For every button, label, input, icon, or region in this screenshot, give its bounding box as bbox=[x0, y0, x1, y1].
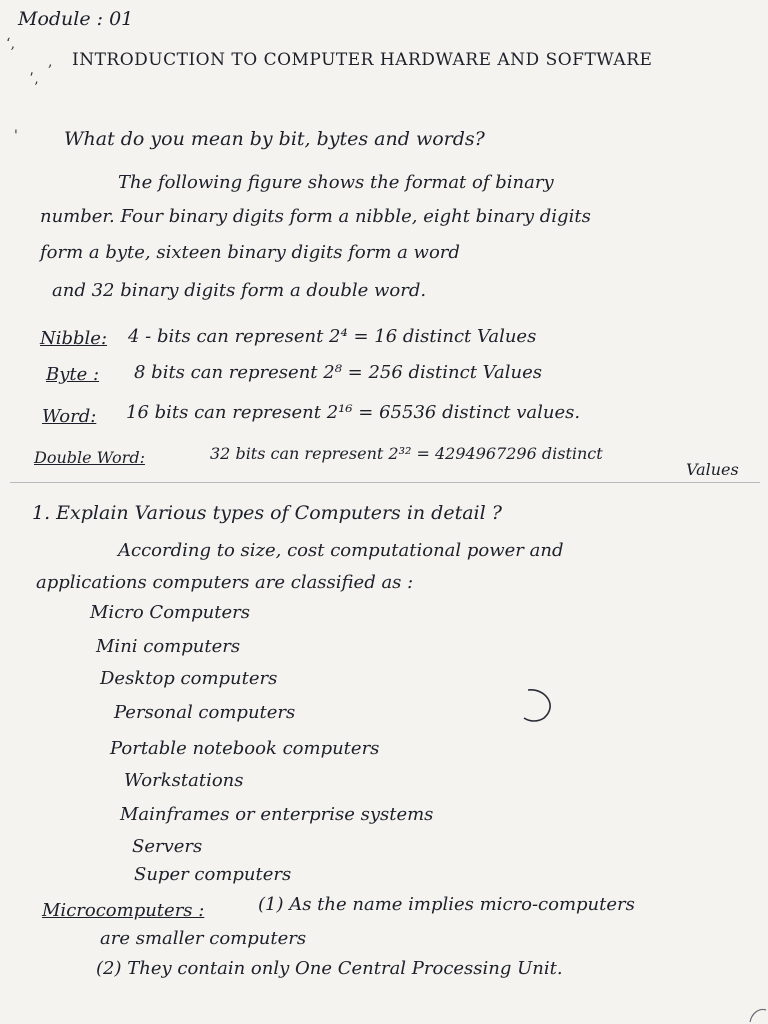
margin-mark: ’ bbox=[34, 80, 39, 96]
list-item: Portable notebook computers bbox=[110, 738, 380, 759]
list-item: Workstations bbox=[124, 770, 244, 791]
page-corner-mark bbox=[748, 1006, 768, 1024]
list-item: Servers bbox=[132, 836, 203, 857]
q1-line-2: number. Four binary digits form a nibble, eight binary digits bbox=[40, 206, 591, 227]
double-word-tail: Values bbox=[686, 460, 739, 479]
list-item: Personal computers bbox=[114, 702, 296, 723]
section-divider bbox=[10, 482, 760, 483]
margin-mark: ‘‚ bbox=[6, 36, 15, 52]
double-word-text: 32 bits can represent 2³² = 4294967296 distinct bbox=[210, 444, 603, 463]
q1-line-4: and 32 binary digits form a double word. bbox=[52, 280, 427, 301]
q1-line-1: The following figure shows the format of binary bbox=[118, 172, 554, 193]
question-1: What do you mean by bit, bytes and words? bbox=[64, 128, 485, 150]
q1-line-3: form a byte, sixteen binary digits form a word bbox=[40, 242, 460, 263]
word-label: Word: bbox=[42, 406, 97, 427]
page-title: INTRODUCTION TO COMPUTER HARDWARE AND SOFTWARE bbox=[72, 50, 653, 70]
module-label: Module : 01 bbox=[18, 8, 134, 30]
double-word-label: Double Word: bbox=[34, 448, 145, 467]
nibble-text: 4 - bits can represent 2⁴ = 16 distinct Values bbox=[128, 326, 537, 347]
list-item: Super computers bbox=[134, 864, 292, 885]
microcomputers-label: Microcomputers : bbox=[42, 900, 205, 921]
q2-intro-1: According to size, cost computational power and bbox=[118, 540, 564, 561]
pen-arc-mark bbox=[514, 684, 558, 728]
margin-mark: ' bbox=[14, 128, 18, 144]
list-item: Mainframes or enterprise systems bbox=[120, 804, 434, 825]
list-item: Desktop computers bbox=[100, 668, 278, 689]
margin-mark: , bbox=[48, 54, 53, 70]
list-item: Mini computers bbox=[96, 636, 241, 657]
byte-text: 8 bits can represent 2⁸ = 256 distinct Values bbox=[134, 362, 542, 383]
margin-mark: ⸴ bbox=[30, 64, 34, 80]
micro-line-2: are smaller computers bbox=[100, 928, 307, 949]
micro-line-3: (2) They contain only One Central Processing Unit. bbox=[96, 958, 563, 979]
q2-intro-2: applications computers are classified as : bbox=[36, 572, 414, 593]
byte-label: Byte : bbox=[46, 364, 100, 385]
micro-line-1: (1) As the name implies micro-computers bbox=[258, 894, 635, 915]
nibble-label: Nibble: bbox=[40, 328, 108, 349]
word-text: 16 bits can represent 2¹⁶ = 65536 distinct values. bbox=[126, 402, 581, 423]
list-item: Micro Computers bbox=[90, 602, 250, 623]
question-2: 1. Explain Various types of Computers in detail ? bbox=[32, 502, 502, 524]
